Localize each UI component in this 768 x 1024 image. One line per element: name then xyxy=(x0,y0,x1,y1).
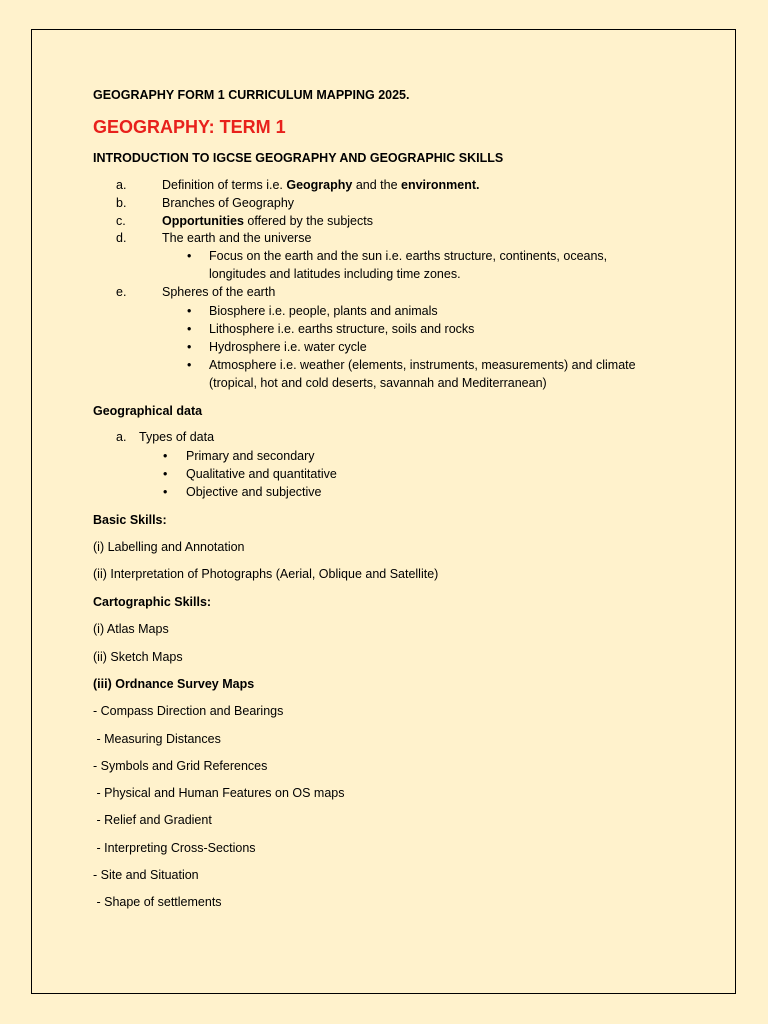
list-item-spheres: Spheres of the earth xyxy=(162,285,276,299)
bullet-item-text: Primary and secondary xyxy=(186,449,315,463)
bullet-icon: • xyxy=(187,304,192,318)
bullet-icon: • xyxy=(187,249,192,263)
bullet-icon: • xyxy=(163,467,168,481)
os-map-topic: - Site and Situation xyxy=(93,868,199,882)
os-map-topic: - Symbols and Grid References xyxy=(93,759,268,773)
os-map-topic: - Physical and Human Features on OS maps xyxy=(93,786,345,800)
section-intro-heading: INTRODUCTION TO IGCSE GEOGRAPHY AND GEOGRAPHIC SKILLS xyxy=(93,151,504,165)
list-item-bold: environment. xyxy=(401,178,480,192)
cartographic-skills-heading: Cartographic Skills: xyxy=(93,595,212,609)
bullet-icon: • xyxy=(163,449,168,463)
term-title: GEOGRAPHY: TERM 1 xyxy=(93,117,286,137)
document-title: GEOGRAPHY FORM 1 CURRICULUM MAPPING 2025. xyxy=(93,88,410,102)
list-marker: e. xyxy=(116,285,127,299)
list-item-branches: Branches of Geography xyxy=(162,196,295,210)
bullet-item-text: Lithosphere i.e. earths structure, soils and rocks xyxy=(209,322,475,336)
basic-skill-item: (ii) Interpretation of Photographs (Aerial, Oblique and Satellite) xyxy=(93,567,439,581)
basic-skill-item: (i) Labelling and Annotation xyxy=(93,540,245,554)
bullet-icon: • xyxy=(187,358,192,372)
geographical-data-heading: Geographical data xyxy=(93,404,203,418)
bullet-icon: • xyxy=(187,322,192,336)
bullet-item-text: longitudes and latitudes including time zones. xyxy=(209,267,461,281)
bullet-item-text: Hydrosphere i.e. water cycle xyxy=(209,340,367,354)
os-map-topic: - Relief and Gradient xyxy=(93,813,212,827)
list-item-types-of-data: Types of data xyxy=(139,430,215,444)
cartographic-skill-item: (ii) Sketch Maps xyxy=(93,650,183,664)
bullet-item-text: Focus on the earth and the sun i.e. earths structure, continents, oceans, xyxy=(209,249,608,263)
list-item-text: and the xyxy=(352,178,402,192)
list-marker: d. xyxy=(116,231,127,245)
bullet-item-text: Atmosphere i.e. weather (elements, instruments, measurements) and climate xyxy=(209,358,636,372)
list-item-text: offered by the subjects xyxy=(243,214,373,228)
os-map-topic: - Measuring Distances xyxy=(93,732,221,746)
os-map-topic: - Interpreting Cross-Sections xyxy=(93,841,256,855)
list-item-definition xyxy=(162,178,480,193)
list-item-text: Definition of terms i.e. xyxy=(162,178,287,192)
list-marker: a. xyxy=(116,178,127,192)
list-item-bold: Geography xyxy=(286,178,353,192)
bullet-icon: • xyxy=(187,340,192,354)
os-map-topic: - Compass Direction and Bearings xyxy=(93,704,284,718)
bullet-item-text: Qualitative and quantitative xyxy=(186,467,337,481)
bullet-item-text: (tropical, hot and cold deserts, savannah and Mediterranean) xyxy=(209,376,547,390)
os-map-topic: - Shape of settlements xyxy=(93,895,222,909)
list-item-bold: Opportunities xyxy=(162,214,244,228)
list-item-opportunities xyxy=(162,214,373,229)
list-marker: a. xyxy=(116,430,127,444)
list-item-earth-universe: The earth and the universe xyxy=(162,231,312,245)
list-marker: c. xyxy=(116,214,126,228)
bullet-icon: • xyxy=(163,485,168,499)
bullet-item-text: Biosphere i.e. people, plants and animals xyxy=(209,304,438,318)
bullet-item-text: Objective and subjective xyxy=(186,485,322,499)
os-maps-heading: (iii) Ordnance Survey Maps xyxy=(93,677,255,691)
list-marker: b. xyxy=(116,196,127,210)
basic-skills-heading: Basic Skills: xyxy=(93,513,167,527)
cartographic-skill-item: (i) Atlas Maps xyxy=(93,622,169,636)
